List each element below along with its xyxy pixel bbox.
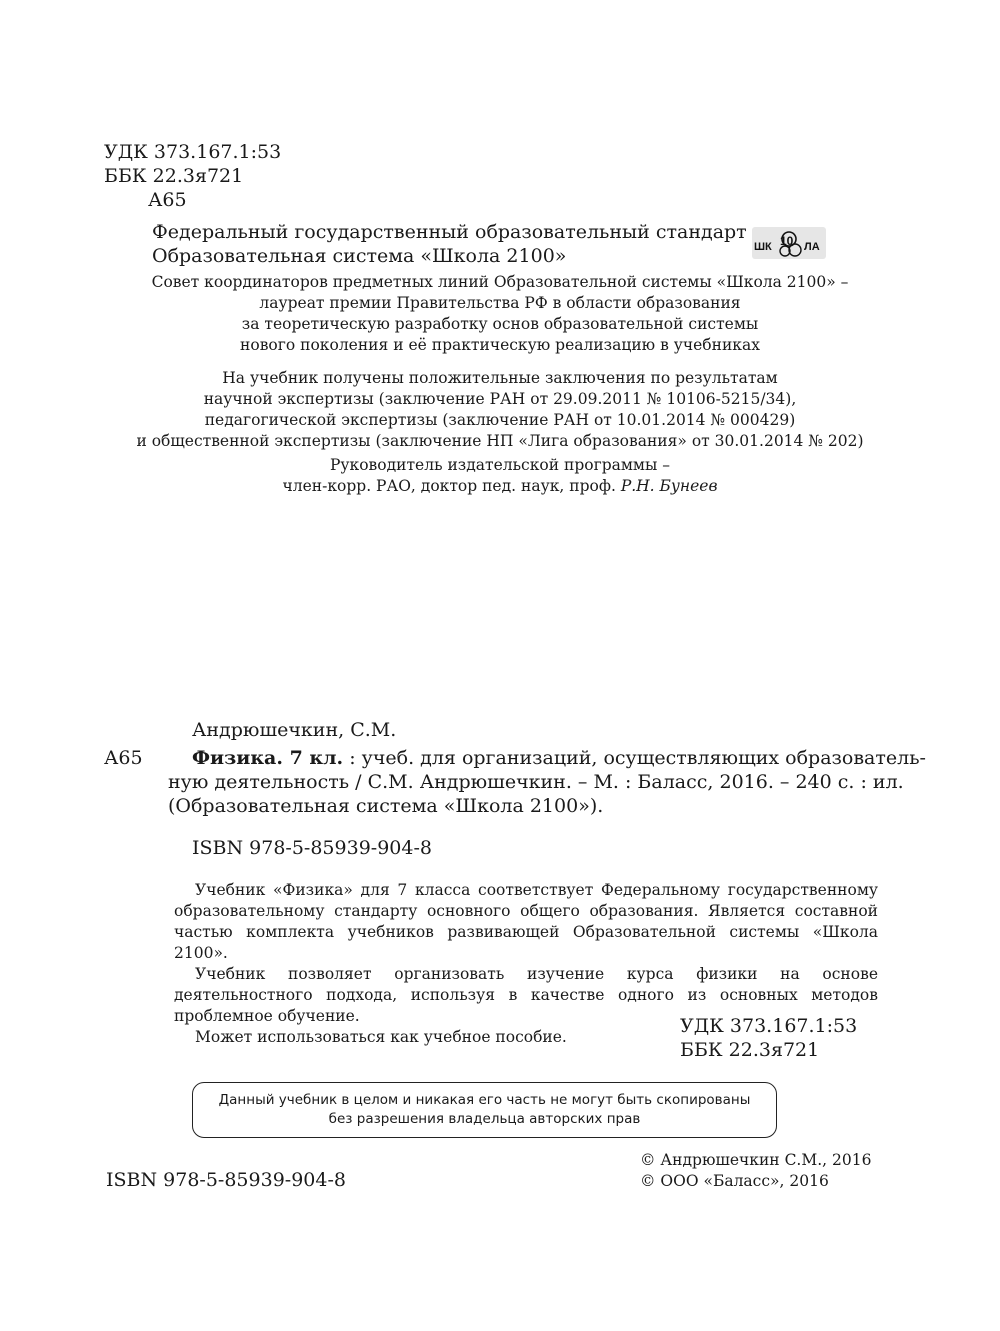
council-block [0,272,1000,356]
head-person [0,476,1000,497]
copyright-notice-box [192,1082,777,1138]
copyright-author: © Андрюшечкин С.М., 2016 [640,1151,872,1169]
fgos-line: Федеральный государственный образовательный стандарт [152,221,747,243]
expertise-line: и общественной экспертизы (заключение НП «Лига образования» от 30.01.2014 № 202) [136,432,864,450]
author-mark: А65 [148,189,187,211]
annotation-paragraph: Учебник позволяет организовать изучение курса физики на основе деятельностного подхода, используя в качестве одного из основных методов проблемное обучение. [174,965,878,1025]
notice-line: без разрешения владельца авторских прав [328,1111,641,1127]
school-system-line: Образовательная система «Школа 2100» [152,245,567,267]
council-line: за теоретическую разработку основ образовательной системы [241,315,759,333]
annotation-paragraph: Учебник «Физика» для 7 класса соответствует Федеральному государственному образовательному стандарту основного общего образования. Является составной частью комплекта учебников развивающей Образовательной системы «Школа 2100». [174,881,878,962]
bib-index: А65 [104,747,143,769]
program-head-block [0,455,1000,497]
expertise-line: научной экспертизы (заключение РАН от 29.09.2011 № 10106-5215/34), [203,390,797,408]
logo-text-middle: 10 [780,234,794,248]
udk-code: УДК 373.167.1:53 [104,141,282,163]
notice-line: Данный учебник в целом и никакая его часть не могут быть скопированы [218,1092,751,1108]
head-degree: член-корр. РАО, доктор пед. наук, проф. [282,477,621,495]
council-line: нового поколения и её практическую реализацию в учебниках [240,336,760,354]
standard-info [152,220,747,268]
bib-title: Физика. 7 кл. [192,747,344,769]
expertise-line: На учебник получены положительные заключения по результатам [222,369,778,387]
udk-footer-block [680,1014,857,1062]
bbk-code: ББК 22.3я721 [680,1039,820,1061]
bib-series: (Образовательная система «Школа 2100»). [168,795,604,817]
bib-desc: : учеб. для организаций, осуществляющих образователь- [343,747,926,769]
isbn-bottom: ISBN 978-5-85939-904-8 [106,1169,346,1191]
udk-header-block [104,140,281,212]
bib-title-line [168,746,926,770]
bib-author: Андрюшечкин, С.М. [192,719,397,741]
copyright-publisher: © ООО «Баласс», 2016 [640,1172,829,1190]
bbk-code: ББК 22.3я721 [104,165,244,187]
copyright-lines [640,1150,871,1192]
council-line: Совет координаторов предметных линий Образовательной системы «Школа 2100» – [151,273,849,291]
annotation-paragraph: Может использоваться как учебное пособие. [195,1028,567,1046]
head-name: Р.Н. Бунеев [620,477,718,495]
expertise-line: педагогической экспертизы (заключение РАН от 10.01.2014 № 000429) [204,411,796,429]
bib-line: ную деятельность / С.М. Андрюшечкин. – М. : Баласс, 2016. – 240 с. : ил. [168,771,904,793]
expertise-block [0,368,1000,452]
logo-text-left: ШК [754,241,772,253]
bibliographic-record [168,746,926,818]
school-2100-logo [752,225,826,261]
head-title: Руководитель издательской программы – [329,456,671,474]
logo-text-right: ЛА [804,241,820,253]
udk-code: УДК 373.167.1:53 [680,1015,858,1037]
council-line: лауреат премии Правительства РФ в области образования [259,294,741,312]
isbn-middle: ISBN 978-5-85939-904-8 [192,837,432,859]
